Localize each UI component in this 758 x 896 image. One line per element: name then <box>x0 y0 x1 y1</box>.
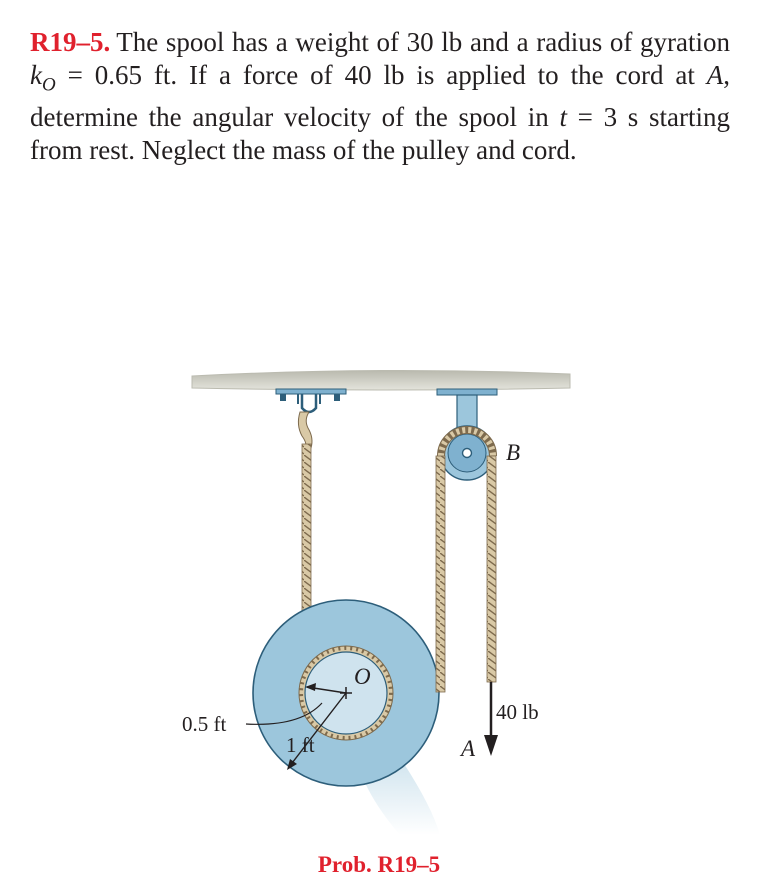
text-c: , determine the angular velocity of the spool in <box>30 60 730 133</box>
label-o: O <box>354 664 371 689</box>
force-label: 40 lb <box>496 700 539 724</box>
figure-caption: Prob. R19–5 <box>317 852 441 877</box>
problem-number: R19–5. <box>30 27 111 57</box>
text-a: The spool has a weight of 30 lb and a radius of gyration <box>116 27 730 57</box>
inner-radius-label: 0.5 ft <box>182 712 227 736</box>
spool-to-pulley-rope <box>436 456 445 692</box>
outer-radius-label: 1 ft <box>286 733 315 757</box>
ceiling-bracket <box>276 389 346 412</box>
k-symbol: k <box>30 60 42 90</box>
text-d: = 3 s starting from rest. Neglect the mass of the pulley and cord. <box>30 102 730 166</box>
ceiling <box>192 370 570 390</box>
free-rope-a <box>487 456 496 682</box>
label-a: A <box>461 736 476 761</box>
t-symbol: t <box>559 102 567 133</box>
pulley-pin <box>463 449 472 458</box>
force-arrow-head <box>484 735 498 756</box>
text-b: = 0.65 ft. If a force of 40 lb is applied to the cord at <box>55 60 707 90</box>
label-b: B <box>506 440 521 465</box>
point-a-ref: A <box>706 60 724 90</box>
k-subscript: O <box>41 74 56 96</box>
